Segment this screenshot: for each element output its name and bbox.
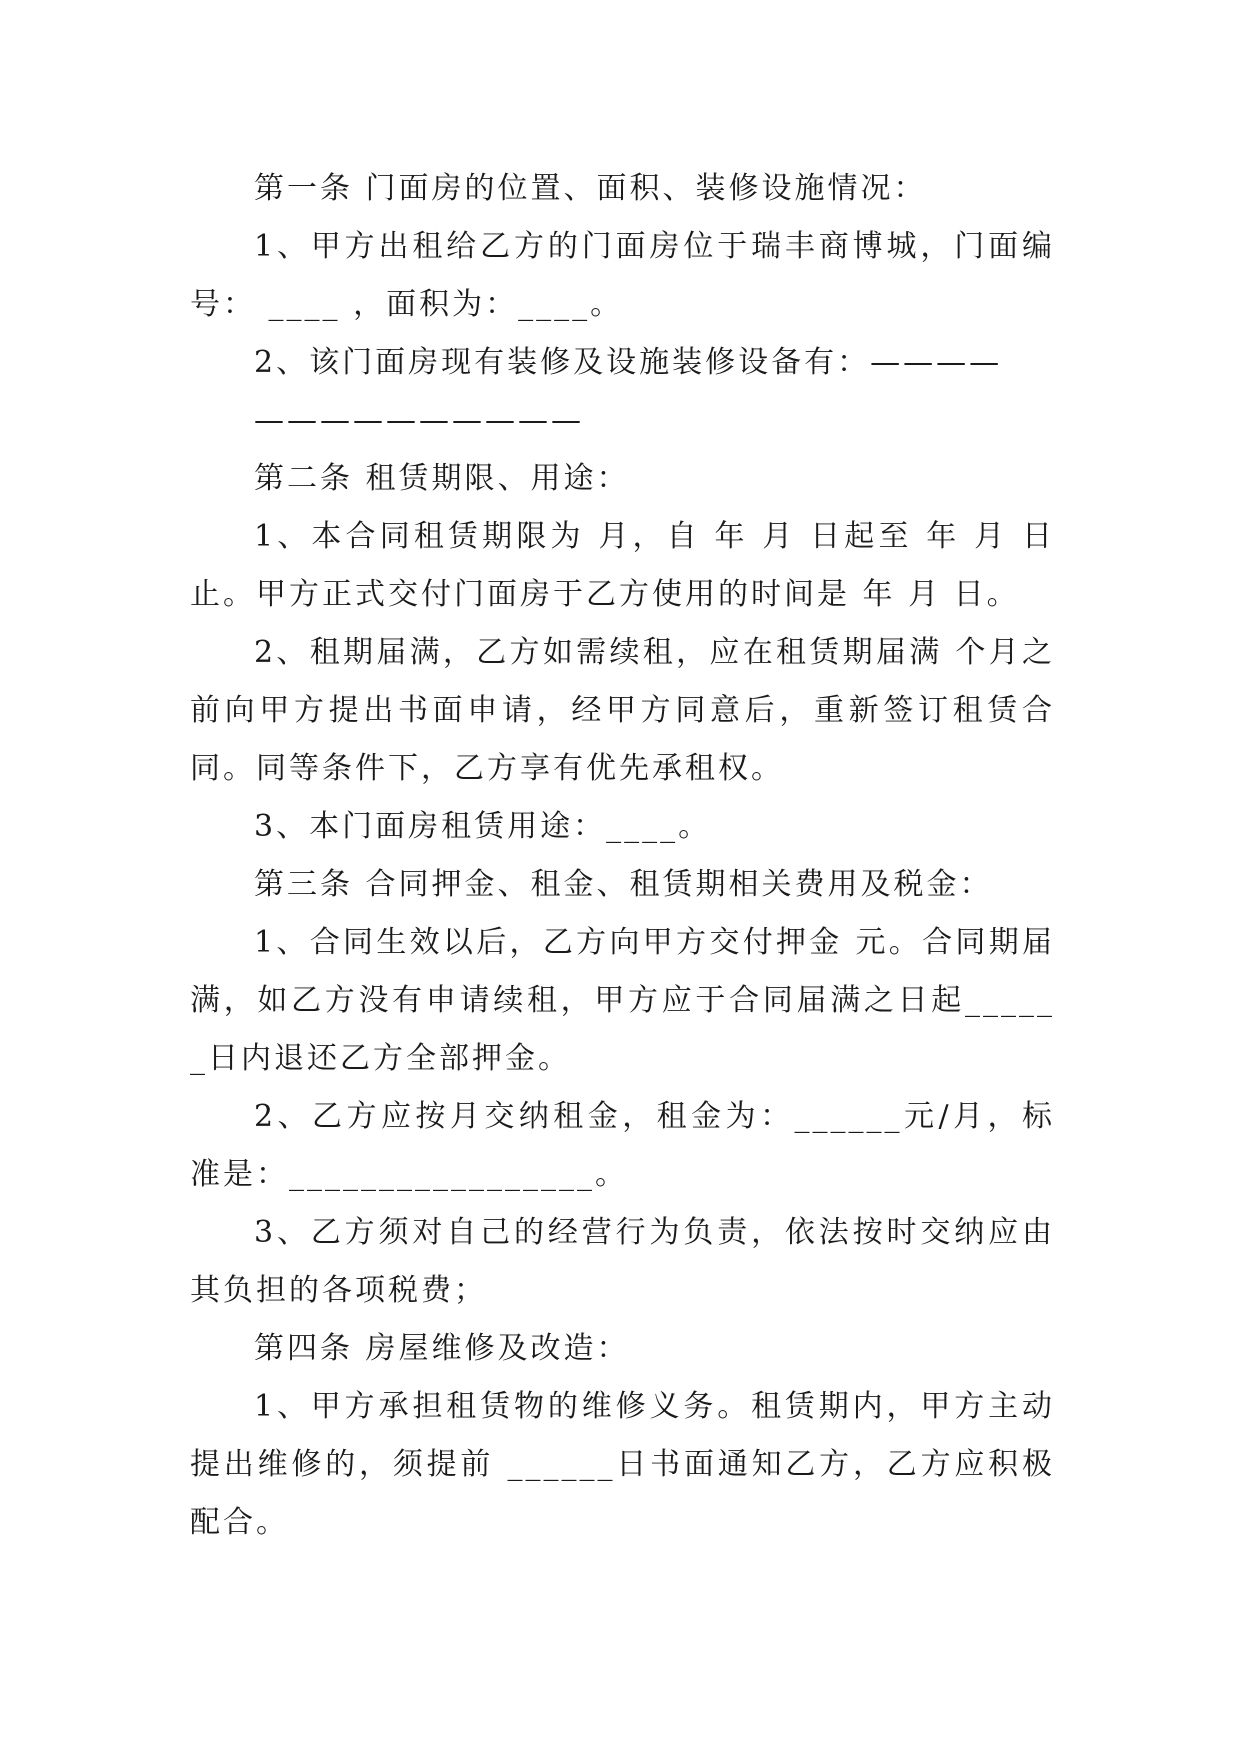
article-3-clause-1: 1、合同生效以后，乙方向甲方交付押金 元。合同期届满，如乙方没有申请续租，甲方应于合同届满之日起______日内退还乙方全部押金。 xyxy=(190,925,1055,1076)
article-3-heading: 第三条 合同押金、租金、租赁期相关费用及税金： xyxy=(254,867,993,902)
article-4-heading: 第四条 房屋维修及改造： xyxy=(254,1331,630,1366)
article-3-clause-3: 3、乙方须对自己的经营行为负责，依法按时交纳应由其负担的各项税费； xyxy=(190,1215,1055,1308)
article-4-clause-1: 1、甲方承担租赁物的维修义务。租赁期内，甲方主动提出维修的，须提前 ______日书面通知乙方，乙方应积极配合。 xyxy=(190,1389,1055,1540)
article-2-heading: 第二条 租赁期限、用途： xyxy=(254,461,630,496)
article-3-clause-2: 2、乙方应按月交纳租金，租金为：______元/月，标准是：_________________。 xyxy=(190,1099,1055,1192)
article-2-clause-1: 1、本合同租赁期限为 月，自 年 月 日起至 年 月 日止。甲方正式交付门面房于乙方使用的时间是 年 月 日。 xyxy=(190,519,1055,612)
article-1-clause-2-continuation: —————————— xyxy=(254,403,584,438)
article-1-heading: 第一条 门面房的位置、面积、装修设施情况： xyxy=(254,171,927,206)
article-1-clause-1: 1、甲方出租给乙方的门面房位于瑞丰商博城，门面编号： ____ ，面积为：____。 xyxy=(190,229,1055,322)
article-1-clause-2: 2、该门面房现有装修及设施装修设备有：———— xyxy=(254,345,1003,380)
document-body xyxy=(190,160,1055,1552)
article-2-clause-3: 3、本门面房租赁用途：____。 xyxy=(254,809,712,844)
article-2-clause-2: 2、租期届满，乙方如需续租，应在租赁期届满 个月之前向甲方提出书面申请，经甲方同意后，重新签订租赁合同。同等条件下，乙方享有优先承租权。 xyxy=(190,635,1055,786)
